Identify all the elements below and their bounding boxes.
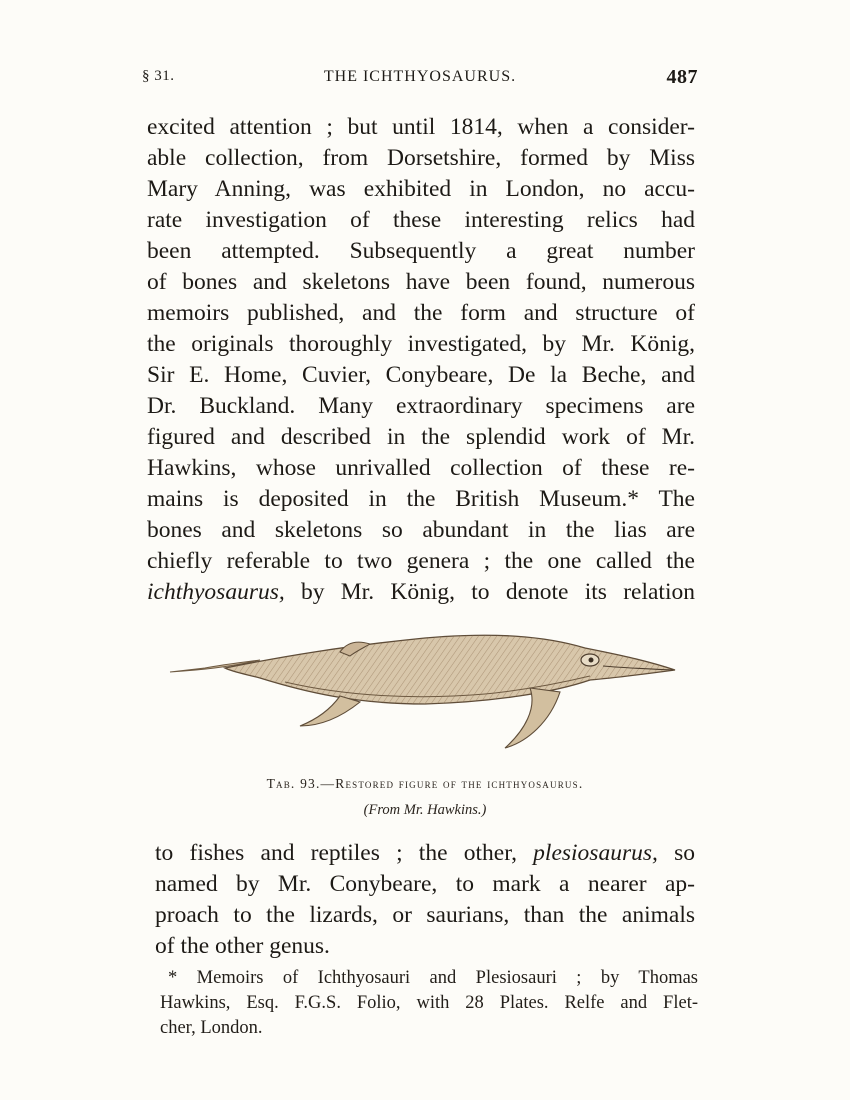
running-head [142, 66, 698, 92]
footnote-line: * Memoirs of Ichthyosauri and Plesiosauri ; by Thomas [168, 968, 698, 988]
text-line: of the other genus. [155, 933, 330, 959]
text-line [147, 577, 695, 608]
text-line: the originals thoroughly investigated, by Mr. König, [147, 331, 695, 357]
running-title: THE ICHTHYOSAURUS. [323, 68, 517, 85]
caption-prefix: Tab. 93.— [266, 776, 336, 791]
footnote-line: cher, London. [160, 1018, 263, 1038]
section-number: § 31. [142, 68, 175, 84]
text-line [155, 838, 695, 869]
text-line: mains is deposited in the British Museum.* The [147, 486, 695, 512]
italic-term: ichthyosaurus, [147, 579, 285, 605]
text-line: excited attention ; but until 1814, when a consider- [147, 114, 695, 140]
ichthyosaurus-engraving-icon [165, 630, 685, 760]
text-line: proach to the lizards, or saurians, than the animals [155, 902, 695, 928]
footnote-line: Hawkins, Esq. F.G.S. Folio, with 28 Plates. Relfe and Flet- [160, 993, 698, 1013]
text-line: Dr. Buckland. Many extraordinary specimens are [147, 393, 695, 419]
text-line: bones and skeletons so abundant in the lias are [147, 517, 695, 543]
text-line: named by Mr. Conybeare, to mark a nearer ap- [155, 871, 695, 897]
text-line: chiefly referable to two genera ; the one called the [147, 548, 695, 574]
main-paragraph [147, 112, 695, 608]
text-line: of bones and skeletons have been found, numerous [147, 269, 695, 295]
text-line: Hawkins, whose unrivalled collection of these re- [147, 455, 695, 481]
footnote [160, 966, 698, 1041]
text-line: able collection, from Dorsetshire, formed by Miss [147, 145, 695, 171]
text-line: been attempted. Subsequently a great number [147, 238, 695, 264]
text-line: rate investigation of these interesting relics had [147, 207, 695, 233]
text-line: Sir E. Home, Cuvier, Conybeare, De la Beche, and [147, 362, 695, 388]
ichthyosaurus-illustration [165, 630, 685, 760]
figure-source: (From Mr. Hawkins.) [363, 802, 487, 818]
text-span: to fishes and reptiles ; the other, [155, 840, 534, 866]
text-line: memoirs published, and the form and structure of [147, 300, 695, 326]
text-span: so [657, 840, 695, 866]
figure-caption [0, 776, 850, 792]
page-number: 487 [666, 66, 698, 88]
caption-text: Restored figure of the ichthyosaurus. [335, 776, 584, 791]
text-span: by Mr. König, to denote its relation [284, 579, 695, 605]
text-line: figured and described in the splendid work of Mr. [147, 424, 695, 450]
italic-term: plesiosaurus, [533, 840, 658, 866]
text-line: Mary Anning, was exhibited in London, no accu- [147, 176, 695, 202]
continuation-paragraph [155, 838, 695, 962]
